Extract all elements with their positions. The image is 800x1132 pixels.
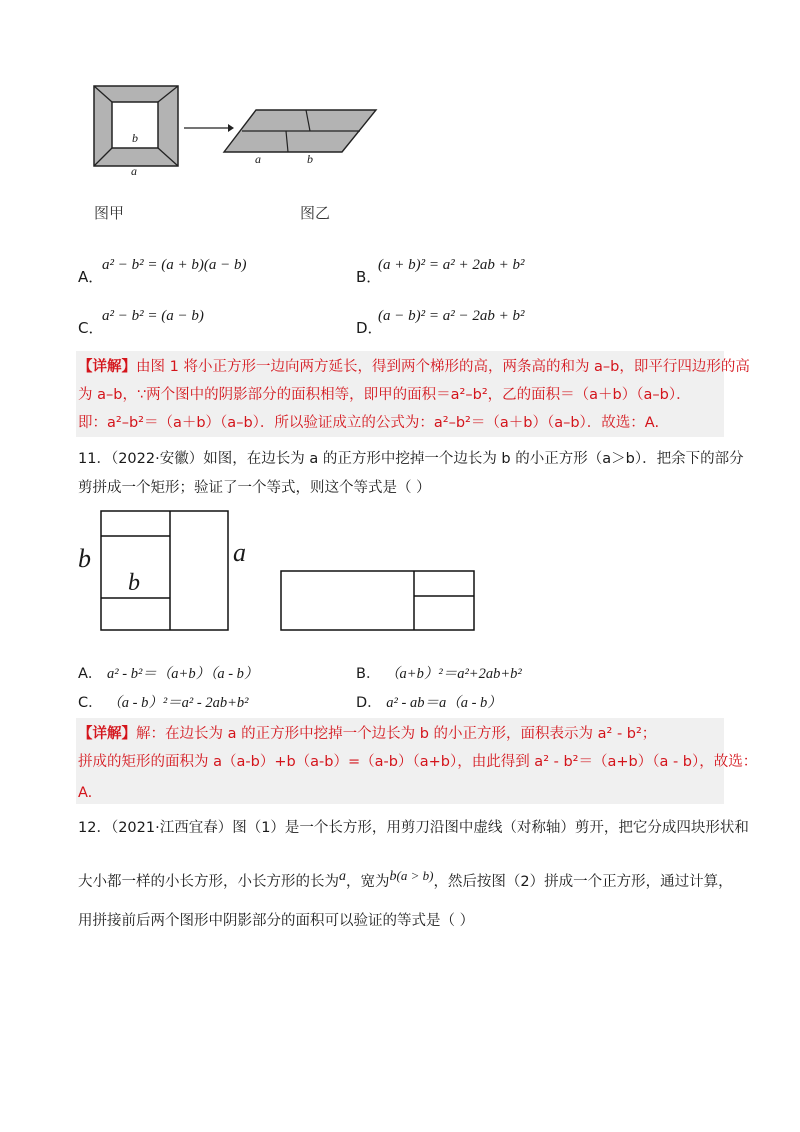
q11-question-line1: 11．（2022·安徽）如图，在边长为 a 的正方形中挖掉一个边长为 b 的小正方形（a＞b）．把余下的部分 <box>78 451 744 467</box>
q10-option-d-letter: D． <box>356 319 383 337</box>
figure-yi <box>222 108 378 154</box>
q11-detail-line1: 【详解】解：在边长为 a 的正方形中挖掉一个边长为 b 的小正方形，面积表示为 a² - b²； <box>78 726 657 742</box>
q10-option-c-letter: C． <box>78 319 104 337</box>
q11-figure-square <box>100 510 230 632</box>
q12-question-line1: 12．（2021·江西宜春）图（1）是一个长方形，用剪刀沿图中虚线（对称轴）剪开，把它分成四块形状和 <box>78 820 749 836</box>
q11-figure-rectangle <box>280 570 476 632</box>
figure-jia-label-a: a <box>131 164 137 178</box>
q12-question-line2: 大小都一样的小长方形，小长方形的长为$^a$，宽为$^{b(a > b)}$，然后按图（2）拼成一个正方形，通过计算， <box>78 868 733 890</box>
q11-figure-label-b-left: b <box>78 544 91 573</box>
q10-detail-line1: 【详解】由图 1 将小正方形一边向两方延长，得到两个梯形的高，两条高的和为 a–b，即平行四边形的高 <box>78 359 750 375</box>
q10-option-a-formula: a² − b² = (a + b)(a − b) <box>102 257 247 273</box>
q11-detail-line2: 拼成的矩形的面积为 a（a-b）+b（a-b）=（a-b）（a+b），由此得到 a² - b²＝（a+b）（a - b），故选： <box>78 754 758 770</box>
q10-detail-line3: 即：a²–b²＝（a＋b）（a–b）．所以验证成立的公式为：a²–b²＝（a＋b）（a–b）．故选：A. <box>78 415 660 431</box>
q11-detail-tag: 【详解】 <box>78 726 136 742</box>
q10-option-b-letter: B． <box>356 268 382 286</box>
figure-yi-label-a: a <box>255 152 261 166</box>
figure-jia-label-b: b <box>132 131 138 145</box>
q10-detail-line2: 为 a–b，∵两个图中的阴影部分的面积相等，即甲的面积＝a²–b²，乙的面积＝（a＋b）（a–b）． <box>78 387 691 403</box>
q11-figure-label-a: a <box>233 538 246 567</box>
q10-option-d-formula: (a − b)² = a² − 2ab + b² <box>378 308 525 324</box>
q11-figure-label-b-inner: b <box>128 570 140 596</box>
q11-option-d: D． a² - ab＝a（a - b） <box>356 695 502 711</box>
q10-option-b-formula: (a + b)² = a² + 2ab + b² <box>378 257 525 273</box>
q11-option-b: B． （a+b）²＝a²+2ab+b² <box>356 666 522 682</box>
figure-jia-caption: 图甲 <box>94 204 125 222</box>
q11-detail-line3: A. <box>78 785 93 801</box>
q11-option-a: A． a² - b²＝（a+b）（a - b） <box>78 666 259 682</box>
q11-option-c: C． （a - b）²＝a² - 2ab+b² <box>78 695 249 711</box>
q10-option-c-formula: a² − b² = (a − b) <box>102 308 204 324</box>
q10-option-a-letter: A． <box>78 268 104 286</box>
q12-question-line3: 用拼接前后两个图形中阴影部分的面积可以验证的等式是（ ） <box>78 913 475 929</box>
figure-yi-label-b: b <box>307 152 313 166</box>
q11-question-line2: 剪拼成一个矩形；验证了一个等式，则这个等式是（ ） <box>78 480 431 496</box>
figure-yi-caption: 图乙 <box>300 204 331 222</box>
q10-detail-tag: 【详解】 <box>78 359 136 375</box>
figure-jia <box>92 84 180 168</box>
